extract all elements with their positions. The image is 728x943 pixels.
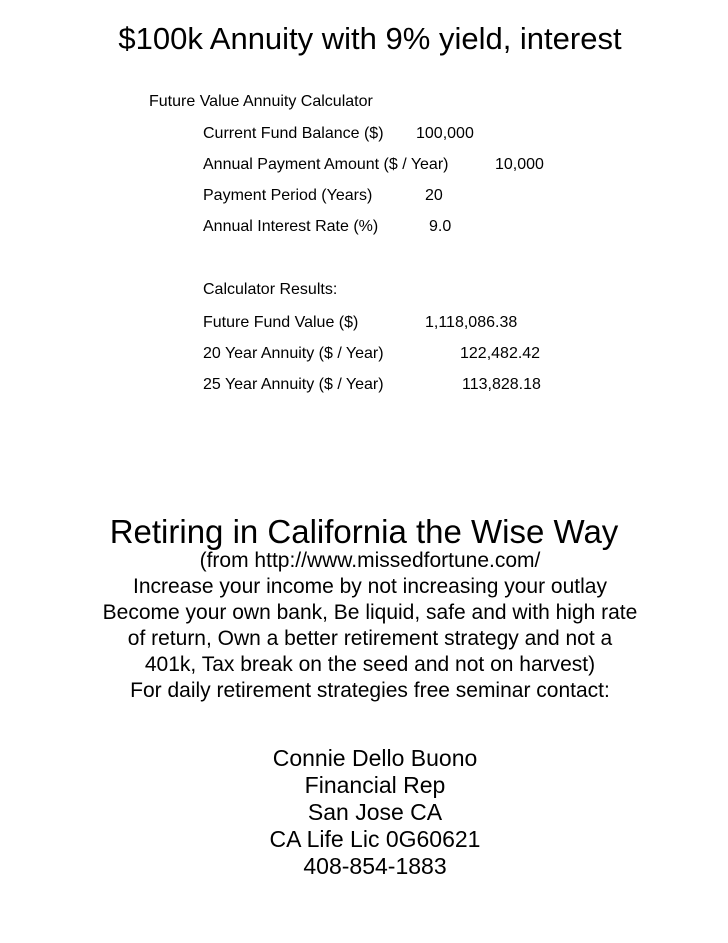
input-value: 9.0: [429, 218, 452, 235]
contact-location: San Jose CA: [307, 799, 443, 825]
calculator-heading: Future Value Annuity Calculator: [149, 93, 373, 110]
promo-line: of return, Own a better retirement strategy and not a: [127, 627, 613, 650]
contact-name: Connie Dello Buono: [272, 745, 478, 771]
result-label: 25 Year Annuity ($ / Year): [203, 376, 384, 393]
result-value: 122,482.42: [460, 345, 541, 362]
contact-role: Financial Rep: [304, 772, 446, 798]
promo-line: Increase your income by not increasing your outlay: [133, 575, 607, 598]
results-heading-label: Calculator Results:: [203, 281, 338, 298]
promo-line: (from http://www.missedfortune.com/: [199, 549, 541, 572]
input-value: 20: [425, 187, 443, 204]
page-title: $100k Annuity with 9% yield, interest: [118, 21, 622, 56]
input-label: Annual Payment Amount ($ / Year): [203, 156, 449, 173]
input-label: Current Fund Balance ($): [203, 125, 384, 142]
result-value: 113,828.18: [462, 376, 541, 393]
promo-line: 401k, Tax break on the seed and not on harvest): [144, 653, 596, 676]
result-value: 1,118,086.38: [425, 314, 518, 331]
result-label: 20 Year Annuity ($ / Year): [203, 345, 384, 362]
result-label: Future Fund Value ($): [203, 314, 359, 331]
input-value: 10,000: [495, 156, 544, 173]
promo-line: Become your own bank, Be liquid, safe and with high rate: [102, 601, 638, 624]
promo-heading: Retiring in California the Wise Way: [109, 513, 619, 550]
promo-line: For daily retirement strategies free seminar contact:: [130, 679, 610, 702]
input-label: Annual Interest Rate (%): [203, 218, 379, 235]
input-value: 100,000: [416, 125, 474, 142]
contact-license: CA Life Lic 0G60621: [269, 826, 481, 852]
contact-phone: 408-854-1883: [303, 853, 447, 879]
input-label: Payment Period (Years): [203, 187, 373, 204]
